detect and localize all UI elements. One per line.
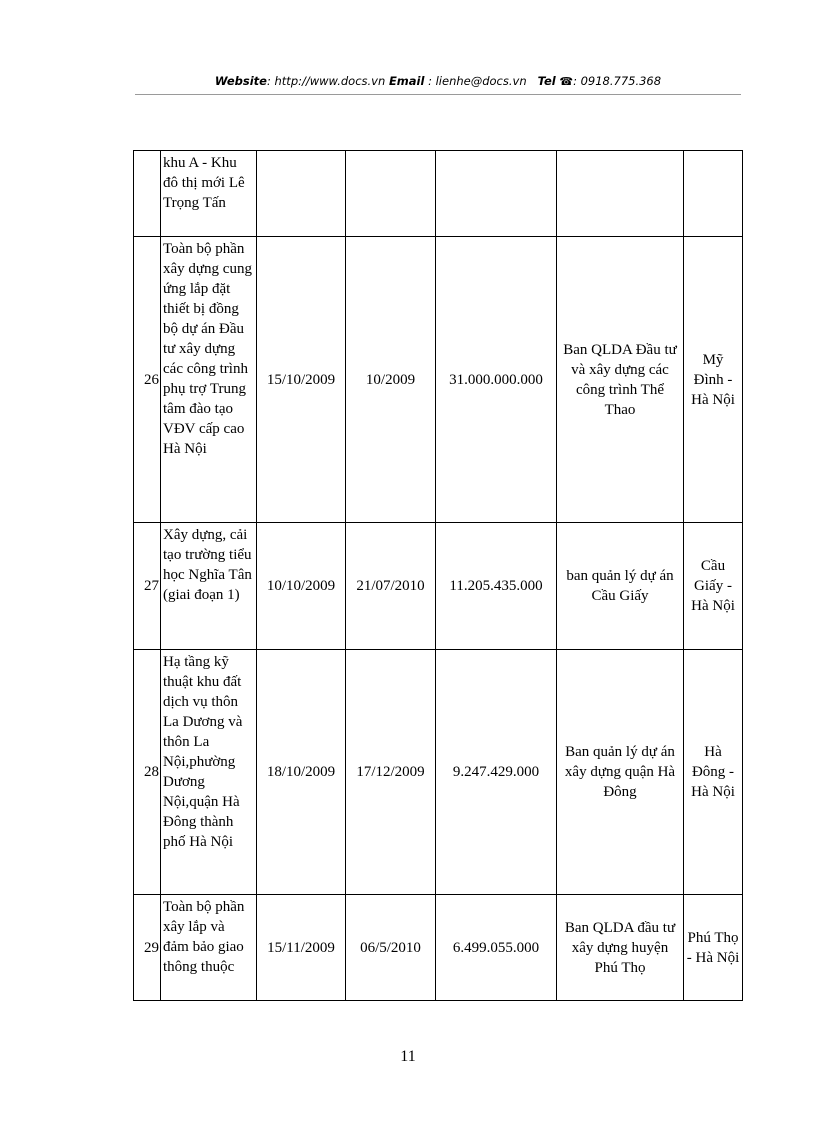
- start-date: 10/10/2009: [257, 523, 346, 650]
- project-table: [133, 150, 743, 1001]
- end-date: 10/2009: [346, 237, 436, 523]
- table-row: [134, 650, 743, 895]
- table-row: [134, 895, 743, 1001]
- start-date: 15/11/2009: [257, 895, 346, 1001]
- phone-icon: ☎: [559, 75, 574, 88]
- tel-label: Tel: [537, 74, 556, 88]
- table-row: [134, 237, 743, 523]
- owner: Ban quản lý dự án xây dựng quận Hà Đông: [557, 650, 684, 895]
- end-date: 06/5/2010: [346, 895, 436, 1001]
- contract-value: 9.247.429.000: [436, 650, 557, 895]
- location: Phú Thọ - Hà Nội: [684, 895, 743, 1001]
- row-number: 27: [134, 523, 161, 650]
- website-value: : http://www.docs.vn: [266, 74, 386, 88]
- start-date: 18/10/2009: [257, 650, 346, 895]
- contract-value: 11.205.435.000: [436, 523, 557, 650]
- contract-value: 31.000.000.000: [436, 237, 557, 523]
- row-number: 29: [134, 895, 161, 1001]
- contract-value: [436, 151, 557, 237]
- owner: Ban QLDA Đầu tư và xây dựng các công trình Thể Thao: [557, 237, 684, 523]
- website-label: Website: [214, 74, 267, 88]
- owner: ban quản lý dự án Cầu Giấy: [557, 523, 684, 650]
- start-date: [257, 151, 346, 237]
- end-date: 21/07/2010: [346, 523, 436, 650]
- end-date: [346, 151, 436, 237]
- location: Cầu Giấy - Hà Nội: [684, 523, 743, 650]
- email-label: Email: [388, 74, 425, 88]
- table-row: [134, 523, 743, 650]
- page-header: [135, 74, 741, 95]
- start-date: 15/10/2009: [257, 237, 346, 523]
- row-number: 26: [134, 237, 161, 523]
- email-value: : lienhe@docs.vn: [424, 74, 527, 88]
- row-number: [134, 151, 161, 237]
- project-name: khu A - Khu đô thị mới Lê Trọng Tấn: [161, 151, 257, 237]
- location: [684, 151, 743, 237]
- owner: Ban QLDA đầu tư xây dựng huyện Phú Thọ: [557, 895, 684, 1001]
- project-name: Toàn bộ phần xây lắp và đảm bảo giao thông thuộc: [161, 895, 257, 1001]
- owner: [557, 151, 684, 237]
- project-name: Hạ tầng kỹ thuật khu đất dịch vụ thôn La Dương và thôn La Nội,phường Dương Nội,quận Hà Đông thành phố Hà Nội: [161, 650, 257, 895]
- location: Mỹ Đình - Hà Nội: [684, 237, 743, 523]
- location: Hà Đông - Hà Nội: [684, 650, 743, 895]
- page-number: 11: [400, 1048, 416, 1065]
- end-date: 17/12/2009: [346, 650, 436, 895]
- project-name: Toàn bộ phần xây dựng cung ứng lắp đặt thiết bị đồng bộ dự án Đầu tư xây dựng các công trình phụ trợ Trung tâm đào tạo VĐV cấp cao Hà Nội: [161, 237, 257, 523]
- table-row: [134, 151, 743, 237]
- row-number: 28: [134, 650, 161, 895]
- contract-value: 6.499.055.000: [436, 895, 557, 1001]
- project-name: Xây dựng, cải tạo trường tiểu học Nghĩa Tân (giai đoạn 1): [161, 523, 257, 650]
- tel-value: : 0918.775.368: [573, 74, 662, 88]
